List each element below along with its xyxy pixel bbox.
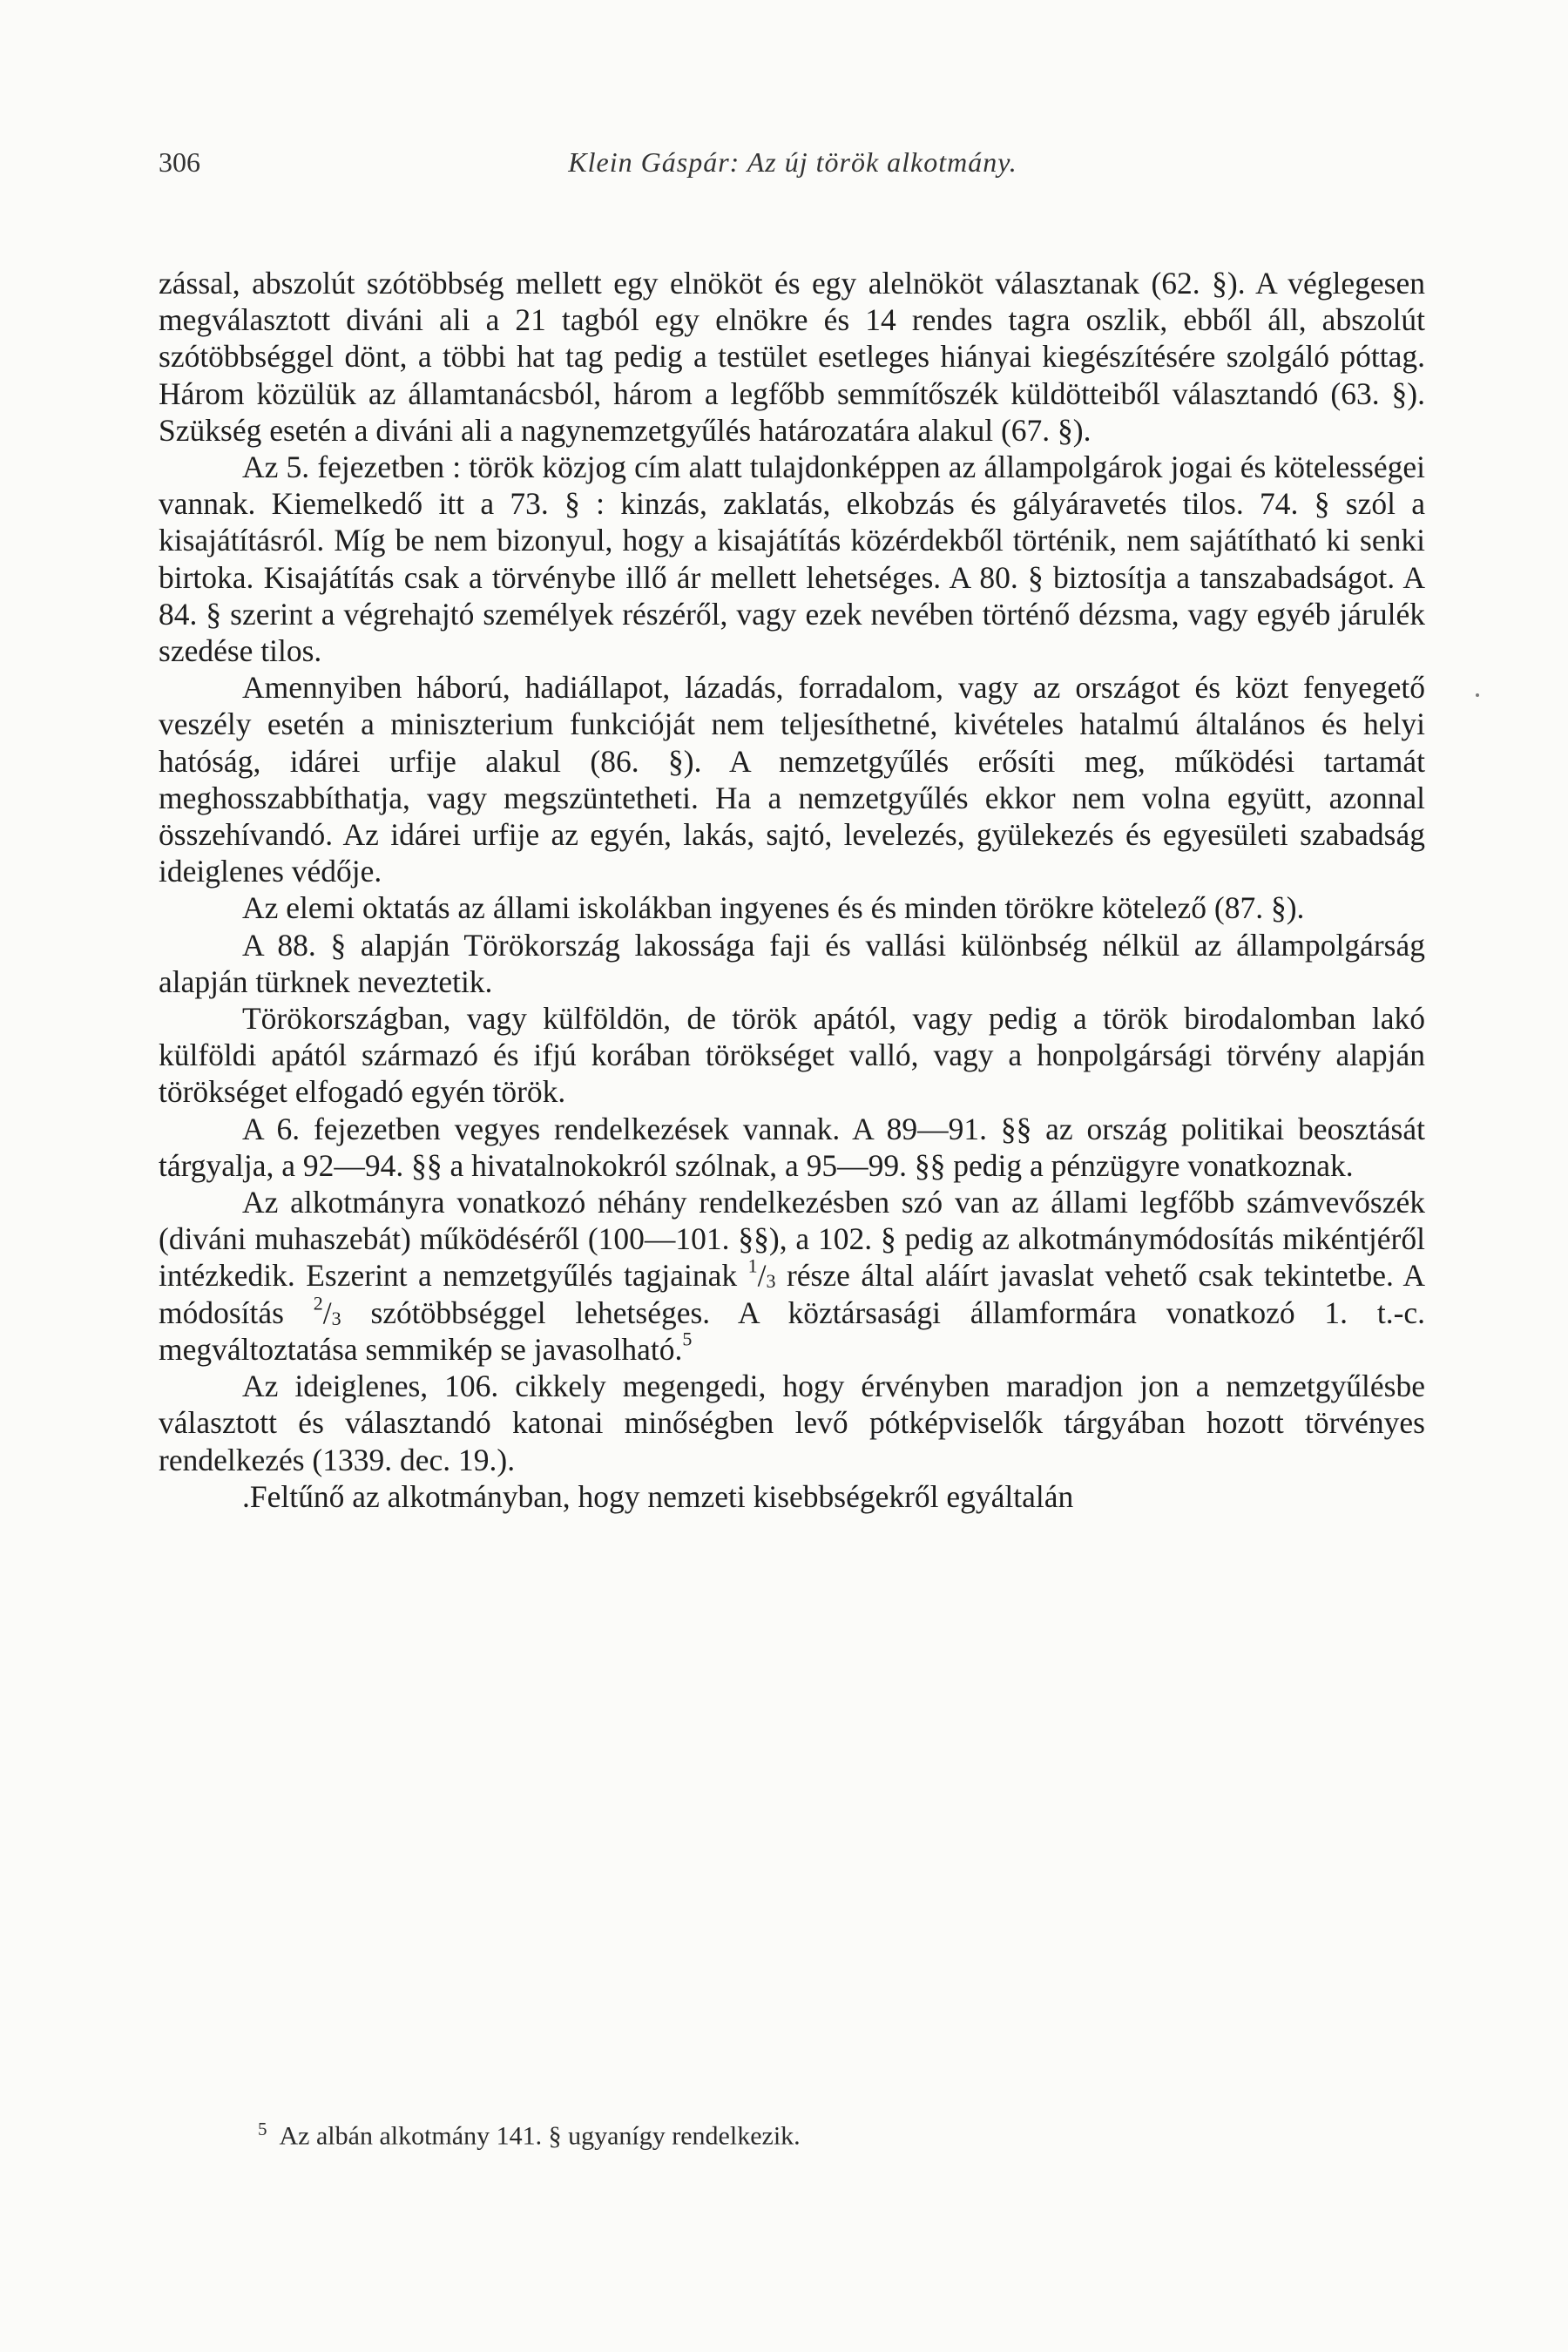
paragraph-10: .Feltűnő az alkotmányban, hogy nemzeti kisebbségekről egyáltalán xyxy=(242,1478,1074,1514)
paragraph-3: Amennyiben háború, hadiállapot, lázadás, forradalom, vagy az országot és közt fenyegető veszély esetén a miniszterium funkcióját nem teljesíthetné, kivételes hatalmú általános és helyi hatóság, idárei urfije alakul (86. §). A nemzetgyűlés erősíti meg, működési tartamát meghosszabbíthatja, vagy megszüntetheti. Ha a nemzetgyűlés ekkor nem volna együtt, azonnal összehívandó. Az idárei urfije az egyén, lakás, sajtó, levelezés, gyülekezés és egyesületi szabadság ideiglenes védője. xyxy=(159,670,1425,889)
fraction-denominator: 3 xyxy=(766,1270,776,1293)
paragraph-9: Az ideiglenes, 106. cikkely megengedi, hogy érvényben maradjon jon a nemzetgyűlésbe választott és választandó katonai minőségben levő pótképviselők tárgyában hozott törvényes rendelkezés (1339. dec. 19.). xyxy=(159,1369,1425,1477)
paragraph-8-part-c: szótöbbséggel lehetséges. A köztársasági államformára vonatkozó 1. t.-c. megváltoztatása semmikép se javasolható. xyxy=(159,1294,1426,1367)
paragraph-7: A 6. fejezetben vegyes rendelkezések vannak. A 89—91. §§ az ország politikai beosztását tárgyalja, a 92—94. §§ a hivatalnokokról szólnak, a 95—99. §§ pedig a pénzügyre vonatkoznak. xyxy=(159,1111,1425,1183)
paragraph-5: A 88. § alapján Törökország lakossága faji és vallási különbség nélkül az állampolgárság alapján türknek neveztetik. xyxy=(159,927,1425,999)
footnote xyxy=(258,2113,1425,2153)
fraction-numerator: 2 xyxy=(313,1292,323,1315)
footnote-marker: 5 xyxy=(258,2119,267,2139)
paragraph-8-part-b: része által aláírt javaslat vehető csak tekintetbe. A módosítás xyxy=(159,1258,1426,1330)
footnote-text: Az albán alkotmány 141. § ugyanígy rendelkezik. xyxy=(279,2121,801,2151)
footnote-reference[interactable]: 5 xyxy=(682,1328,693,1350)
fraction-numerator: 1 xyxy=(747,1255,758,1278)
running-title: Klein Gáspár: Az új török alkotmány. xyxy=(568,146,1017,178)
paragraph-2: Az 5. fejezetben : török közjog cím alatt tulajdonképpen az állampolgárok jogai és kötelességei vannak. Kiemelkedő itt a 73. § : kinzás, zaklatás, elkobzás és gályáravetés tilos. 74. § szól a kisajátításról. Míg be nem bizonyul, hogy a kisajátítás közérdekből történik, nem sajátítható ki senki birtoka. Kisajátítás csak a törvénybe illő ár mellett lehetséges. A 80. § biztosítja a tanszabadságot. A 84. § szerint a végrehajtó személyek részéről, vagy ezek nevében történő dézsma, vagy egyéb járulék szedése tilos. xyxy=(159,449,1425,669)
body-text xyxy=(159,265,1425,1515)
paragraph-6: Törökországban, vagy külföldön, de török apától, vagy pedig a török birodalomban lakó külföldi apától származó és ifjú korában törökséget valló, vagy a honpolgársági törvény alapján törökséget elfogadó egyén török. xyxy=(159,1001,1425,1110)
page-number: 306 xyxy=(159,146,200,178)
paragraph-1: zással, abszolút szótöbbség mellett egy elnököt és egy alelnököt választanak (62. §). A véglegesen megválasztott diváni ali a 21 tagból egy elnökre és 14 rendes tagra oszlik, ebből áll, abszolút szótöbbséggel dönt, a többi hat tag pedig a testület esetleges hiányai kiegészítésére szolgáló póttag. Három közülük az államtanácsból, három a legfőbb semmítőszék küldötteiből választandó (63. §). Szükség esetén a diváni ali a nagynemzetgyűlés határozatára alakul (67. §). xyxy=(159,266,1425,448)
paper-speck xyxy=(1476,693,1479,697)
paragraph-8 xyxy=(159,1184,1425,1368)
paragraph-4: Az elemi oktatás az állami iskolákban ingyenes és és minden törökre kötelező (87. §). xyxy=(242,890,1305,926)
fraction-one-third: $^1/_3$ xyxy=(747,1255,776,1294)
fraction-denominator: 3 xyxy=(331,1307,341,1329)
page-header xyxy=(159,146,1427,185)
fraction-two-thirds: $^2/_3$ xyxy=(313,1292,341,1330)
paragraph-8-part-a: Az alkotmányra vonatkozó néhány rendelkezésben szó van az állami legfőbb számvevőszék (diváni muhaszebát) működéséről (100—101. §§), a 102. § pedig az alkotmánymódosítás mikéntjéről intézkedik. Eszerint a nemzetgyűlés tagjainak xyxy=(159,1185,1425,1294)
